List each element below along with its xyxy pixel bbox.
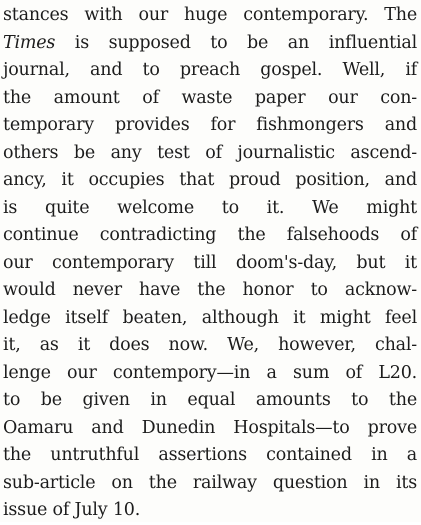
article-line: Times is supposed to be an influential xyxy=(3,32,417,53)
article-line: ancy, it occupies that proud position, and xyxy=(3,170,417,190)
article-line: temporary provides for fishmongers and xyxy=(3,115,417,135)
article-line: ledge itself beaten, although it might feel xyxy=(3,307,417,328)
article-line: the amount of waste paper our con- xyxy=(3,87,417,108)
article-line: Oamaru and Dunedin Hospitals—to prove xyxy=(3,417,417,438)
article-line: to be given in equal amounts to the xyxy=(3,390,417,410)
article-line: continue contradicting the falsehoods of xyxy=(3,225,417,245)
article-line: issue of July 10. xyxy=(3,500,141,520)
article-line: is quite welcome to it. We might xyxy=(3,197,417,218)
article-line: our contemporary till doom's-day, but it xyxy=(3,252,417,273)
article-line: stances with our huge contemporary. The xyxy=(3,5,417,25)
article-line: the untruthful assertions contained in a xyxy=(3,445,417,465)
article-line: journal, and to preach gospel. Well, if xyxy=(3,60,417,80)
article-line: lenge our contempory—in a sum of L20. xyxy=(3,362,417,383)
article-line: would never have the honor to acknow- xyxy=(3,280,417,300)
newspaper-name: Times xyxy=(3,32,56,53)
article-line: it, as it does now. We, however, chal- xyxy=(3,335,417,355)
article-line: sub-article on the railway question in its xyxy=(3,472,417,493)
article-line: others be any test of journalistic ascend- xyxy=(3,142,417,163)
article-text-column xyxy=(3,2,417,525)
